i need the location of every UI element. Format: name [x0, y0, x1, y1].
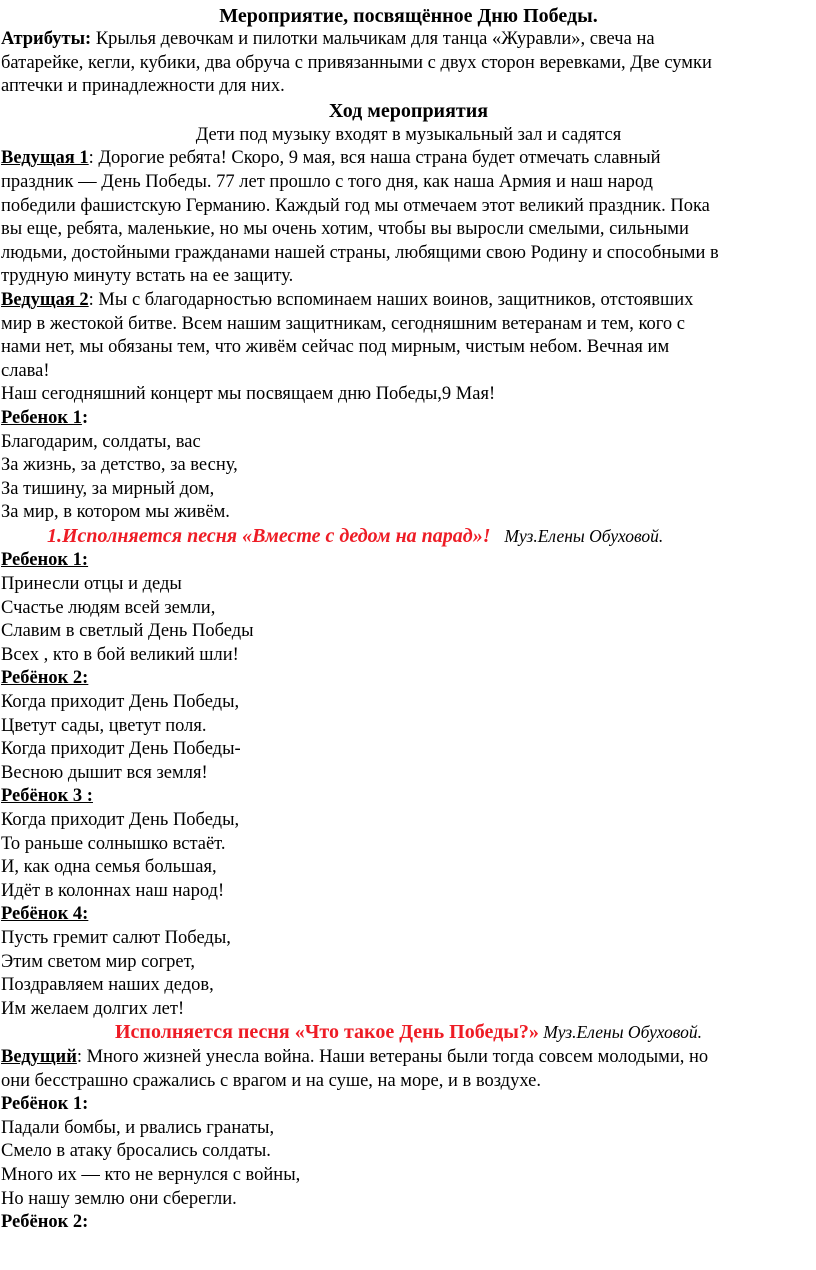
- host1-line-2: праздник — День Победы. 77 лет прошло с того дня, как наша Армия и наш народ: [1, 171, 653, 192]
- verse-line: Принесли отцы и деды: [1, 574, 182, 595]
- host1-line-1: Ведущая 1: Дорогие ребята! Скоро, 9 мая, вся наша страна будет отмечать славный: [1, 148, 661, 169]
- speaker-label: Ведущий: [1, 1046, 77, 1067]
- document-title: Мероприятие, посвящённое Дню Победы.: [219, 5, 598, 27]
- attributes-line-3: аптечки и принадлежности для них.: [1, 76, 285, 97]
- host2-line-1: Ведущая 2: Мы с благодарностью вспоминаем наших воинов, защитников, отстоявших: [1, 289, 694, 310]
- host2-line-4: слава!: [1, 360, 50, 381]
- host1-line-5: людьми, достойными гражданами нашей страны, любящими свою Родину и способными в: [1, 242, 719, 263]
- section-title: Ход мероприятия: [328, 99, 489, 122]
- song-title: 1.Исполняется песня «Вместе с дедом на парад»!: [47, 524, 491, 547]
- host3-line-2: они бесстрашно сражались с врагом и на суше, на море, и в воздухе.: [1, 1070, 541, 1091]
- verse-line: Падали бомбы, и рвались гранаты,: [1, 1117, 275, 1138]
- host3-line-1: Ведущий: Много жизней унесла война. Наши ветераны были тогда совсем молодыми, но: [1, 1046, 709, 1067]
- verse-line: Когда приходит День Победы-: [1, 739, 241, 760]
- speaker-heading: Ребёнок 3 :: [1, 786, 93, 807]
- song-heading-2: [1, 1021, 816, 1046]
- speaker-heading: Ребёнок 2:: [1, 668, 89, 689]
- composer-credit: Муз.Елены Обуховой.: [538, 1022, 703, 1043]
- verse-line: Цветут сады, цветут поля.: [1, 715, 207, 736]
- host1-line-4: вы еще, ребята, маленькие, но мы очень хотим, чтобы вы выросли смелыми, сильными: [1, 219, 689, 240]
- verse-line: Много их — кто не вернулся с войны,: [1, 1164, 301, 1185]
- host2-line-3: нами нет, мы обязаны тем, что живём сейчас под мирным, чистым небом. Вечная им: [1, 337, 670, 358]
- verse-line: Благодарим, солдаты, вас: [1, 431, 201, 452]
- verse-line: Идёт в колоннах наш народ!: [1, 880, 225, 901]
- speaker-heading: Ребёнок 1:: [1, 1094, 89, 1115]
- attributes-line-1: Атрибуты: Крылья девочкам и пилотки мальчикам для танца «Журавли», свеча на: [1, 29, 655, 49]
- verse-line: За тишину, за мирный дом,: [1, 478, 215, 499]
- verse-line: Всех , кто в бой великий шли!: [1, 644, 239, 665]
- verse-line: И, как одна семья большая,: [1, 857, 217, 878]
- verse-line: Весною дышит вся земля!: [1, 762, 208, 783]
- host1-line-6: трудную минуту встать на ее защиту.: [1, 266, 294, 287]
- verse-line: Поздравляем наших дедов,: [1, 975, 214, 996]
- verse-line: Но нашу землю они сберегли.: [1, 1188, 237, 1209]
- verse-line: За мир, в котором мы живём.: [1, 502, 230, 523]
- verse-line: Пусть гремит салют Победы,: [1, 927, 231, 948]
- song-heading-1: [1, 525, 816, 550]
- verse-line: То раньше солнышко встаёт.: [1, 833, 226, 854]
- attributes-label: Атрибуты:: [1, 29, 92, 49]
- speaker-label: Ведущая 2: [1, 289, 89, 310]
- verse-line: Когда приходит День Победы,: [1, 692, 240, 713]
- intro-line: Дети под музыку входят в музыкальный зал и садятся: [195, 124, 622, 145]
- attributes-line-2: батарейке, кегли, кубики, два обруча с привязанными с двух сторон веревками, Две сумки: [1, 52, 712, 73]
- speaker-label: Ведущая 1: [1, 148, 89, 169]
- verse-line: За жизнь, за детство, за весну,: [1, 455, 238, 476]
- verse-line: Смело в атаку бросались солдаты.: [1, 1141, 271, 1162]
- verse-line: Когда приходит День Победы,: [1, 810, 240, 830]
- speaker-heading: Ребенок 1:: [1, 407, 89, 428]
- speaker-heading: Ребёнок 2:: [1, 1212, 89, 1233]
- verse-line: Им желаем долгих лет!: [1, 998, 185, 1019]
- speaker-heading: Ребенок 1:: [1, 550, 89, 571]
- song-title: Исполняется песня «Что такое День Победы?»: [114, 1021, 539, 1044]
- verse-line: Счастье людям всей земли,: [1, 597, 216, 618]
- composer-credit: Муз.Елены Обуховой.: [504, 525, 664, 546]
- host2-line-5: Наш сегодняшний концерт мы посвящаем дню Победы,9 Мая!: [1, 384, 496, 405]
- host1-line-3: победили фашистскую Германию. Каждый год мы отмечаем этот великий праздник. Пока: [1, 195, 710, 216]
- verse-line: Этим светом мир согрет,: [1, 951, 195, 972]
- speaker-heading: Ребёнок 4:: [1, 904, 89, 925]
- verse-line: Славим в светлый День Победы: [1, 621, 254, 642]
- host2-line-2: мир в жестокой битве. Всем нашим защитникам, сегодняшним ветеранам и тем, кого с: [1, 313, 686, 334]
